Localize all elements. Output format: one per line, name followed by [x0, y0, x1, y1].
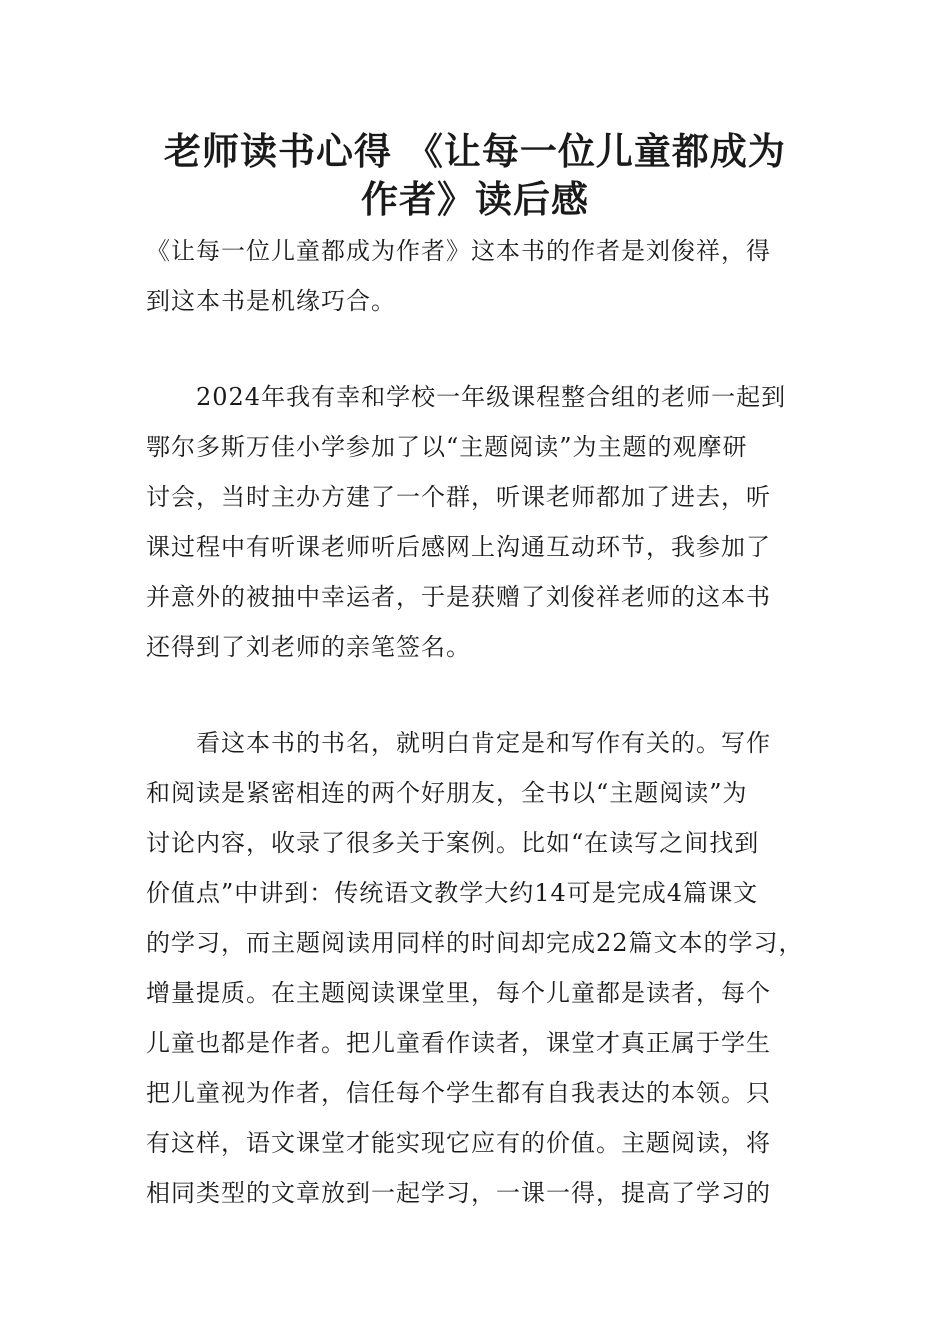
paragraph-intro: [146, 226, 826, 326]
text-line: 的学习，而主题阅读用同样的时间却完成22篇文本的学习，: [146, 929, 804, 957]
title-line-2: 作者》读后感: [361, 178, 589, 221]
paragraph-reflection: [146, 718, 826, 1218]
text-line: 2024年我有幸和学校一年级课程整合组的老师一起到: [146, 383, 787, 411]
text-line: 把儿童视为作者，信任每个学生都有自我表达的本领。只: [146, 1079, 771, 1107]
text-line: 讨论内容，收录了很多关于案例。比如“在读写之间找到: [146, 829, 760, 857]
text-line: 鄂尔多斯万佳小学参加了以“主题阅读”为主题的观摩研: [146, 433, 748, 461]
document-title: [130, 128, 820, 224]
text-line: 有这样，语文课堂才能实现它应有的价值。主题阅读，将: [146, 1129, 771, 1157]
text-line: 和阅读是紧密相连的两个好朋友，全书以“主题阅读”为: [146, 779, 748, 807]
text-line: 还得到了刘老师的亲笔签名。: [146, 633, 471, 661]
text-line: 并意外的被抽中幸运者，于是获赠了刘俊祥老师的这本书: [146, 583, 771, 611]
text-line: 儿童也都是作者。把儿童看作读者，课堂才真正属于学生: [146, 1029, 771, 1057]
text-line: 到这本书是机缘巧合。: [146, 287, 396, 315]
title-line-1: 老师读书心得 《让每一位儿童都成为: [164, 130, 786, 173]
text-line: 相同类型的文章放到一起学习，一课一得，提高了学习的: [146, 1179, 771, 1207]
text-line: 讨会，当时主办方建了一个群，听课老师都加了进去，听: [146, 483, 771, 511]
paragraph-experience: [146, 372, 826, 672]
text-line: 看这本书的书名，就明白肯定是和写作有关的。写作: [146, 729, 771, 757]
text-line: 价值点”中讲到：传统语文教学大约14可是完成4篇课文: [146, 879, 759, 907]
text-line: 增量提质。在主题阅读课堂里，每个儿童都是读者，每个: [146, 979, 771, 1007]
text-line: 课过程中有听课老师听后感网上沟通互动环节，我参加了: [146, 533, 771, 561]
text-line: 《让每一位儿童都成为作者》这本书的作者是刘俊祥，得: [146, 237, 771, 265]
